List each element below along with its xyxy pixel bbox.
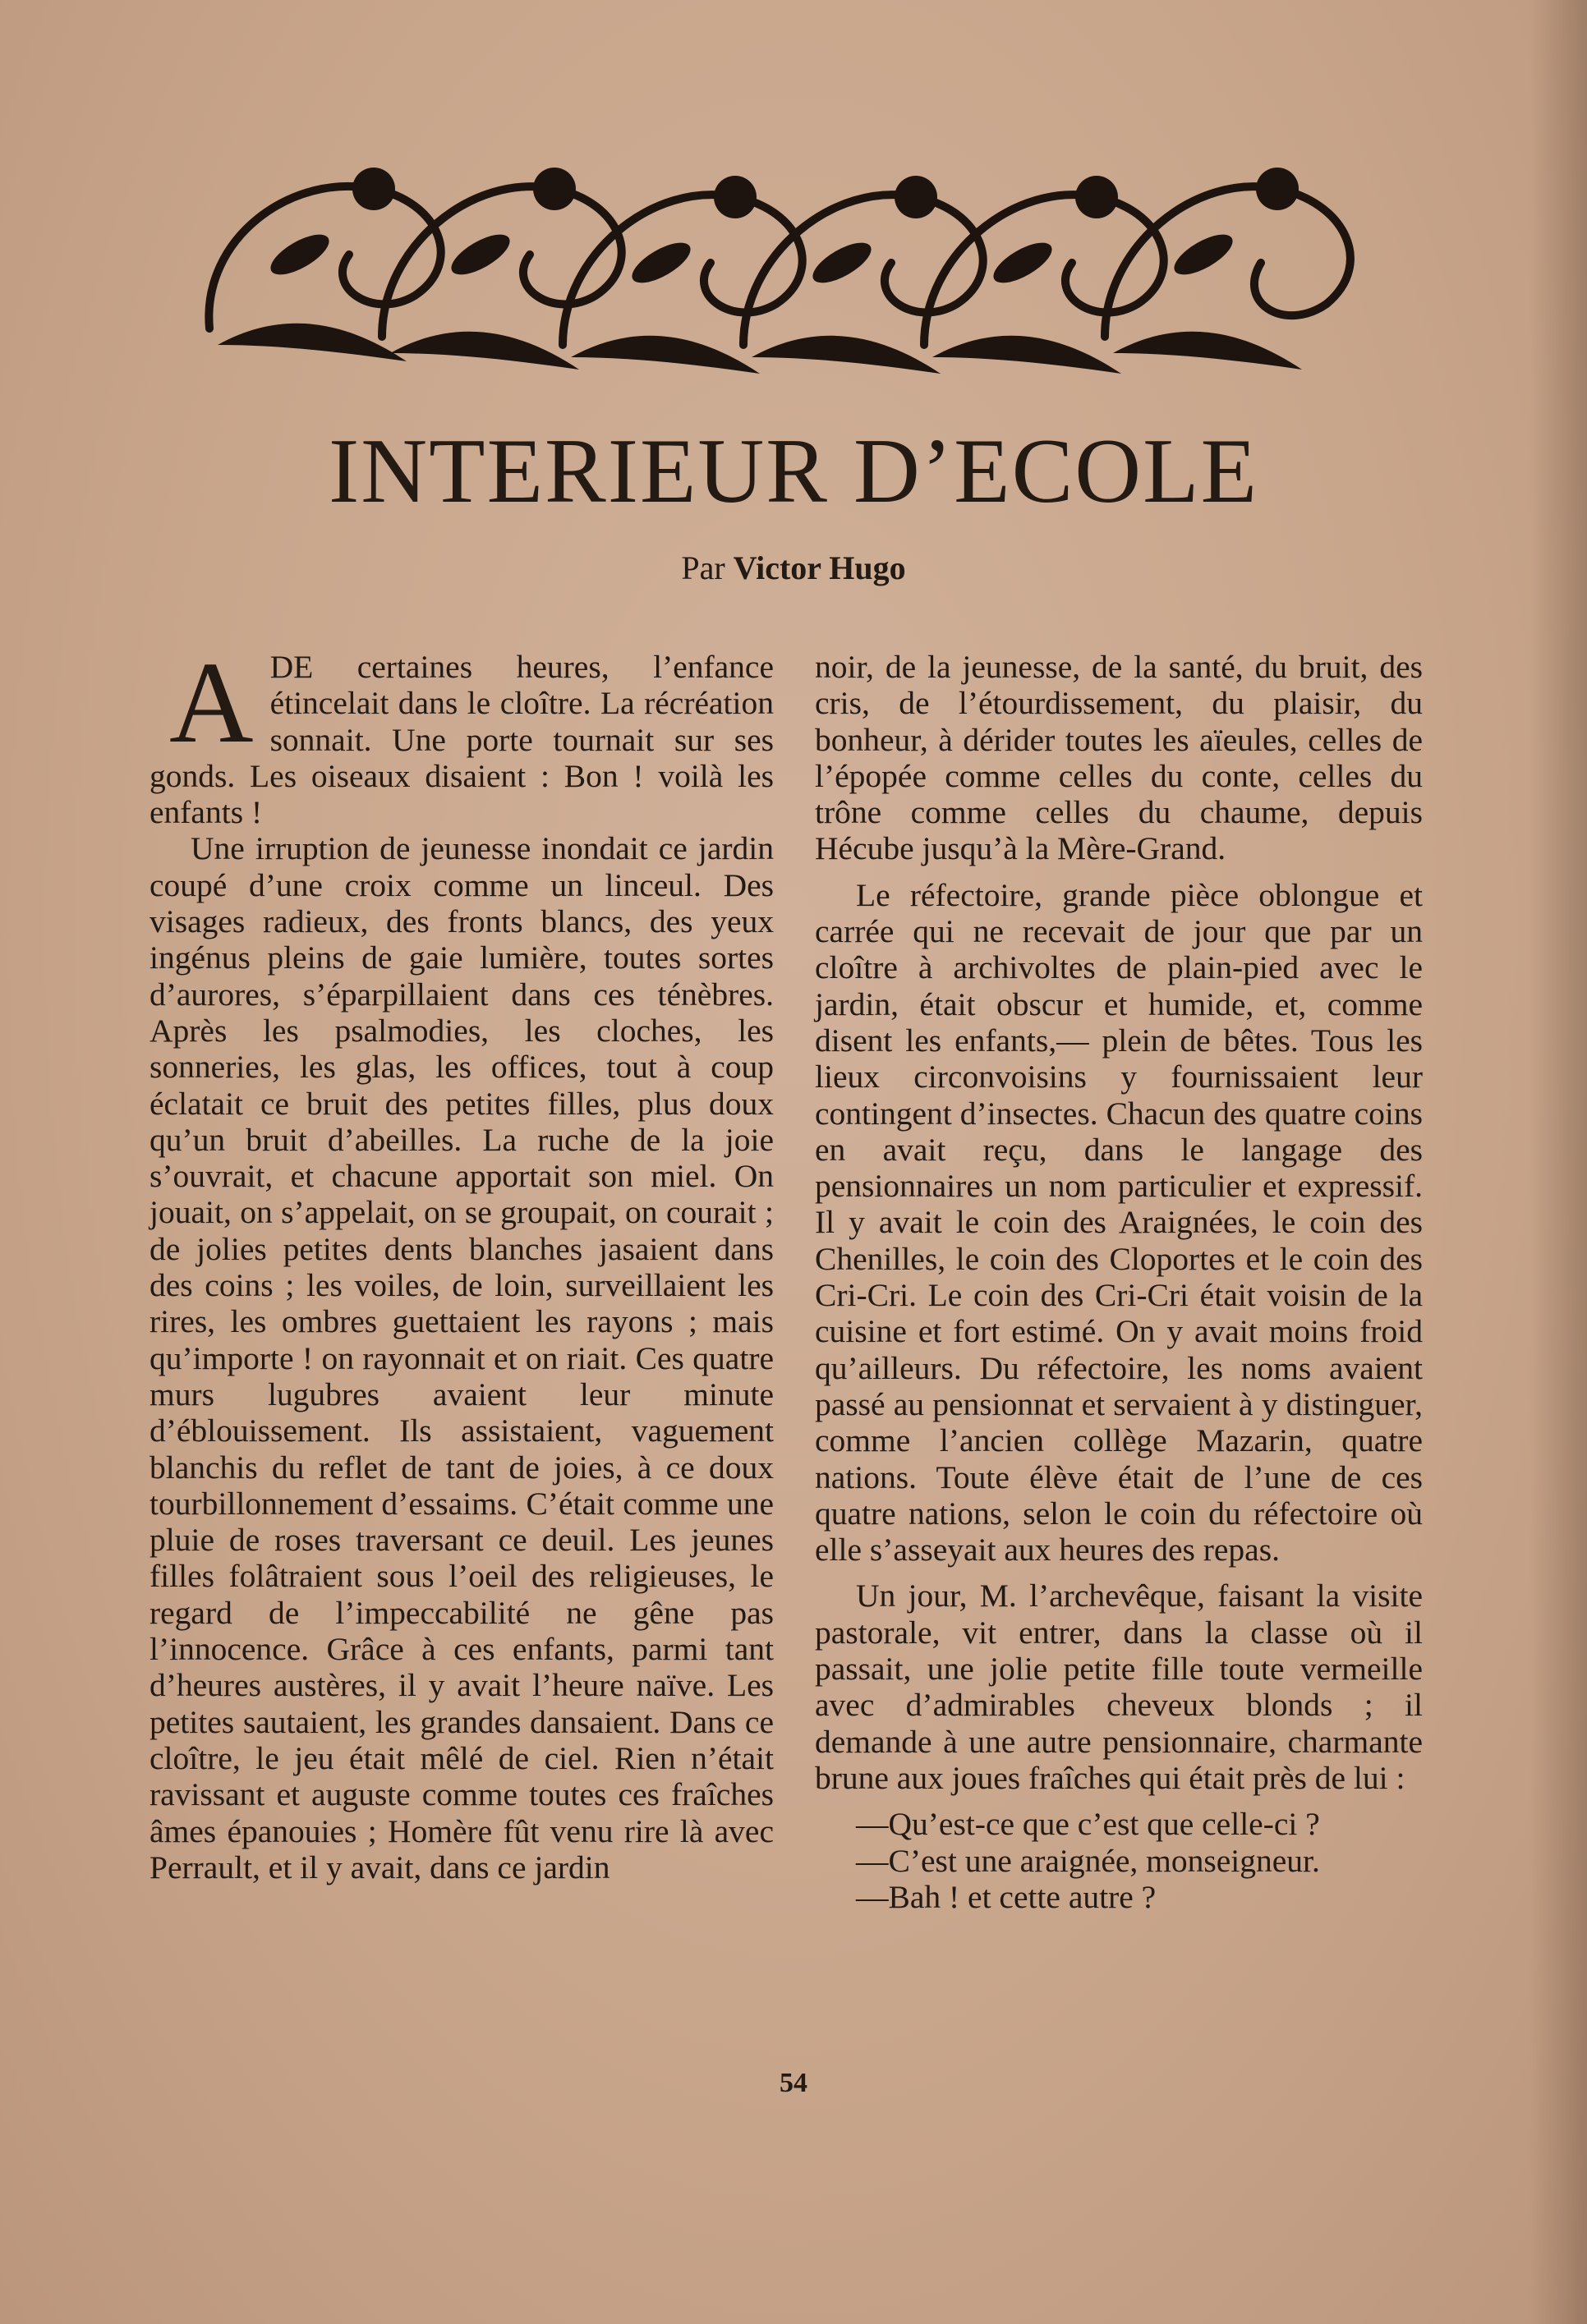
- right-column: [815, 649, 1423, 1915]
- paragraph: Le réfectoire, grande pièce oblongue et carrée qui ne recevait de jour que par un cloître à archivoltes de plain-pied avec le jardin, était obscur et humide, et, comme disent les enfants,— plein de bêtes. Tous les lieux circonvoisins y fournissaient leur contingent d’insectes. Chacun des quatre coins en avait reçu, dans le langage des pensionnaires un nom particulier et expressif. Il y avait le coin des Araignées, le coin des Chenilles, le coin des Cloportes et le coin des Cri-Cri. Le coin des Cri-Cri était voisin de la cuisine et fort estimé. On y avait moins froid qu’ailleurs. Du réfectoire, les noms avaient passé au pensionnat et servaient à y distinguer, comme l’ancien collège Mazarin, quatre nations. Toute élève était de l’une de ces quatre nations, selon le coin du réfectoire où elle s’asseyait aux heures des repas.: [815, 876, 1423, 1568]
- dialogue-line: —Qu’est-ce que c’est que celle-ci ?: [856, 1806, 1320, 1843]
- dialogue-line: —Bah ! et cette autre ?: [856, 1878, 1157, 1915]
- floral-scroll-ornament-icon: [193, 140, 1409, 386]
- paragraph: DE certaines heures, l’enfance étincelait dans le cloître. La récréation sonnait. Une porte tournait sur ses gonds. Les oiseaux disaient : Bon ! voilà les enfants !: [150, 649, 774, 831]
- paragraph: Une irruption de jeunesse inondait ce jardin coupé d’une croix comme un linceul. Des visages radieux, des fronts blancs, des yeux ingénus pleins de gaie lumière, toutes sortes d’aurores, s’éparpillaient dans ces ténèbres. Après les psalmodies, les cloches, les sonneries, les glas, les offices, tout à coup éclatait ce bruit des petites filles, plus doux qu’un bruit d’abeilles. La ruche de la joie s’ouvrait, et chacune apportait son miel. On jouait, on s’appelait, on se groupait, on courait ; de jolies petites dents blanches jasaient dans des coins ; les voiles, de loin, surveillaient les rires, les ombres guettaient les rayons ; mais qu’importe ! on rayonnait et on riait. Ces quatre murs lugubres avaient leur minute d’éblouissement. Ils assistaient, vaguement blanchis du reflet de tant de joies, à ce doux tourbillonnement d’essaims. C’était comme une pluie de roses traversant ce deuil. Les jeunes filles folâtraient sous l’oeil des religieuses, le regard de l’impeccabilité ne gêne pas l’innocence. Grâce à ces enfants, parmi tant d’heures austères, il y avait l’heure naïve. Les petites sautaient, les grandes dansaient. Dans ce cloître, le jeu était mêlé de ciel. Rien n’était ravissant et auguste comme toutes ces fraîches âmes épanouies ; Homère fût venu rire là avec Perrault, et il y avait, dans ce jardin: [150, 830, 774, 1885]
- dialogue-line: —C’est une araignée, monseigneur.: [856, 1842, 1320, 1879]
- byline: [0, 549, 1587, 587]
- article-title: INTERIEUR D’ECOLE: [328, 420, 1258, 522]
- drop-cap: A: [169, 637, 254, 767]
- page-number: 54: [780, 2068, 807, 2098]
- paragraph: noir, de la jeunesse, de la santé, du bruit, des cris, de l’étourdissement, du plaisir, du bonheur, à dérider toutes les aïeules, celles de l’épopée comme celles du conte, celles du trône comme celles du chaume, depuis Hécube jusqu’à la Mère-Grand.: [815, 649, 1423, 867]
- page-edge-shadow: [1530, 0, 1587, 2324]
- paragraph: Un jour, M. l’archevêque, faisant la visite pastorale, vit entrer, dans la classe où il passait, une jolie petite fille toute vermeille avec d’admirables cheveux blonds ; il demande à une autre pensionnaire, charmante brune aux joues fraîches qui était près de lui :: [815, 1578, 1423, 1796]
- byline-prefix: Par: [681, 549, 725, 586]
- left-column: [150, 637, 774, 1885]
- byline-author: Victor Hugo: [733, 549, 906, 586]
